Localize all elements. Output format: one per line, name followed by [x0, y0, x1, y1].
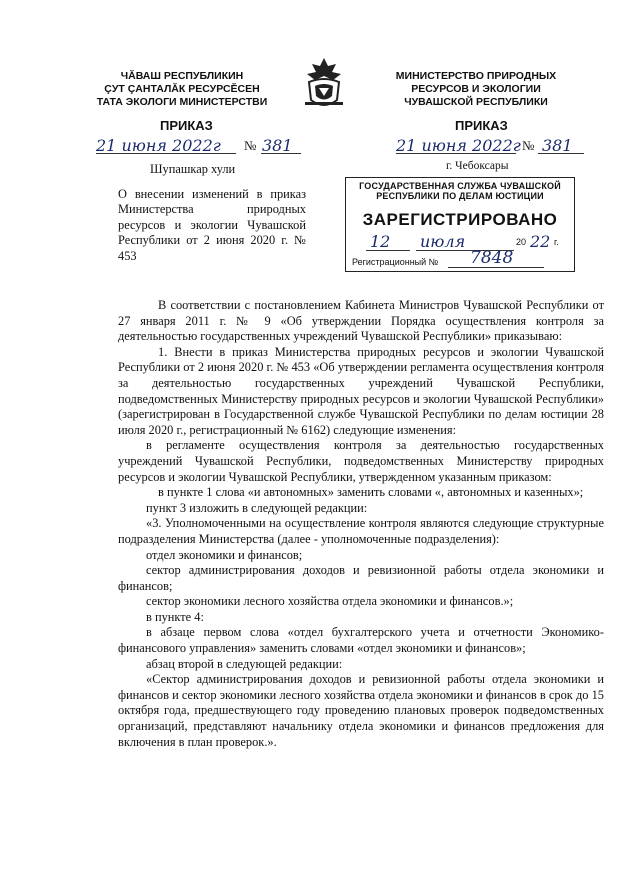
- city-right: г. Чебоксары: [446, 160, 509, 172]
- stamp-date: [366, 232, 566, 252]
- body-paragraph: сектор экономики лесного хозяйства отдела экономики и финансов.»;: [146, 594, 514, 609]
- header-left-line: ÇУТ ÇАНТАЛĂК РЕСУРСĔСЕН: [104, 83, 260, 95]
- body-paragraph: в регламенте осуществления контроля за деятельностью государственных учреждений Чувашской Республики, подведомственных Министерству природных ресурсов и экологии Чувашской Республики, утвержденном указанным приказом:: [118, 438, 604, 484]
- doc-title: О внесении изменений в приказ Министерства природных ресурсов и экологии Чувашской Республики от 2 июня 2020 г. № 453: [118, 187, 306, 263]
- handwritten-number: 381: [542, 136, 573, 155]
- stamp-year-prefix: 20: [516, 237, 527, 247]
- order-date-left: [96, 136, 306, 156]
- body-paragraph: в пункте 1 слова «и автономных» заменить словами «, автономных и казенных»;: [158, 485, 584, 500]
- number-label: №: [522, 138, 535, 153]
- body-paragraph: «Сектор администрирования доходов и ревизионной работы отдела экономики и финансов и сектор экономики лесного хозяйства отдела экономики и финансов в срок до 15 октября года, предшествующего году проведению плановых проверок подведомственных организаций, представляют начальнику отдела экономики и финансов предложения для включения в план проверок.».: [118, 672, 604, 749]
- handwritten-date: 21 июня 2022г: [396, 136, 521, 155]
- header-left: [82, 70, 282, 109]
- handwritten-number: 381: [262, 136, 293, 155]
- body-paragraph: «3. Уполномоченными на осуществление контроля являются следующие структурные подразделения Министерства (далее - уполномоченные подразделения):: [118, 516, 604, 546]
- stamp-reg-number: 7848: [470, 248, 514, 268]
- stamp-line: ГОСУДАРСТВЕННАЯ СЛУЖБА ЧУВАШСКОЙ: [359, 181, 561, 191]
- body-paragraph: отдел экономики и финансов;: [146, 547, 303, 562]
- body-paragraph: пункт 3 изложить в следующей редакции:: [146, 500, 368, 515]
- number-label: №: [244, 138, 257, 153]
- body-paragraph: абзац второй в следующей редакции:: [146, 656, 343, 671]
- stamp-registered: ЗАРЕГИСТРИРОВАНО: [362, 210, 558, 229]
- stamp-line: РЕСПУБЛИКИ ПО ДЕЛАМ ЮСТИЦИИ: [376, 191, 544, 201]
- stamp-reg-row: [352, 248, 568, 271]
- body-paragraph: в абзаце первом слова «отдел бухгалтерского учета и отчетности Экономико-финансового управления» заменить словами «отдел экономики и финансов»;: [118, 625, 604, 656]
- stamp-year: 22: [530, 232, 551, 251]
- header-left-line: ТАТА ЭКОЛОГИ МИНИСТЕРСТВИ: [96, 96, 268, 108]
- stamp-reg-label: Регистрационный №: [352, 257, 439, 267]
- handwritten-date: 21 июня 2022г: [96, 136, 221, 155]
- header-right-line: МИНИСТЕРСТВО ПРИРОДНЫХ: [395, 70, 557, 82]
- order-title-left: ПРИКАЗ: [160, 118, 213, 133]
- body-paragraph: в пункте 4:: [146, 609, 204, 624]
- header-right: [376, 70, 576, 109]
- stamp-month: июля: [420, 232, 466, 251]
- city-left: Шупашкар хули: [150, 162, 236, 176]
- order-title-right: ПРИКАЗ: [455, 118, 508, 133]
- document-body: [118, 298, 604, 750]
- body-paragraph: сектор администрирования доходов и ревизионной работы отдела экономики и финансов;: [118, 563, 604, 593]
- body-paragraph: В соответствии с постановлением Кабинета Министров Чувашской Республики от 27 января 2011 г. № 9 «Об утверждении Порядка осуществления контроля за деятельностью государственных учреждений Чувашской Республики» приказываю:: [118, 298, 604, 344]
- stamp-year-suffix: г.: [554, 237, 559, 247]
- body-paragraph: 1. Внести в приказ Министерства природных ресурсов и экологии Чувашской Республики от 2 июня 2020 г. № 453 «Об утверждении регламента осуществления контроля за деятельностью государственных учреждений Чувашской Республики, подведомственных Министерству природных ресурсов и экологии Чувашской Республики» (зарегистрирован в Государственной службе Чувашской Республики по делам юстиции 28 июля 2020 г., регистрационный № 6162) следующие изменения:: [118, 344, 604, 437]
- header-right-line: ЧУВАШСКОЙ РЕСПУБЛИКИ: [404, 96, 548, 108]
- header-left-line: ЧĂВАШ РЕСПУБЛИКИН: [120, 70, 244, 82]
- header-right-line: РЕСУРСОВ И ЭКОЛОГИИ: [411, 83, 541, 95]
- emblem-icon: [301, 56, 347, 110]
- order-date-right: [396, 136, 606, 156]
- stamp-day: 12: [370, 232, 391, 251]
- registration-stamp: [345, 177, 575, 272]
